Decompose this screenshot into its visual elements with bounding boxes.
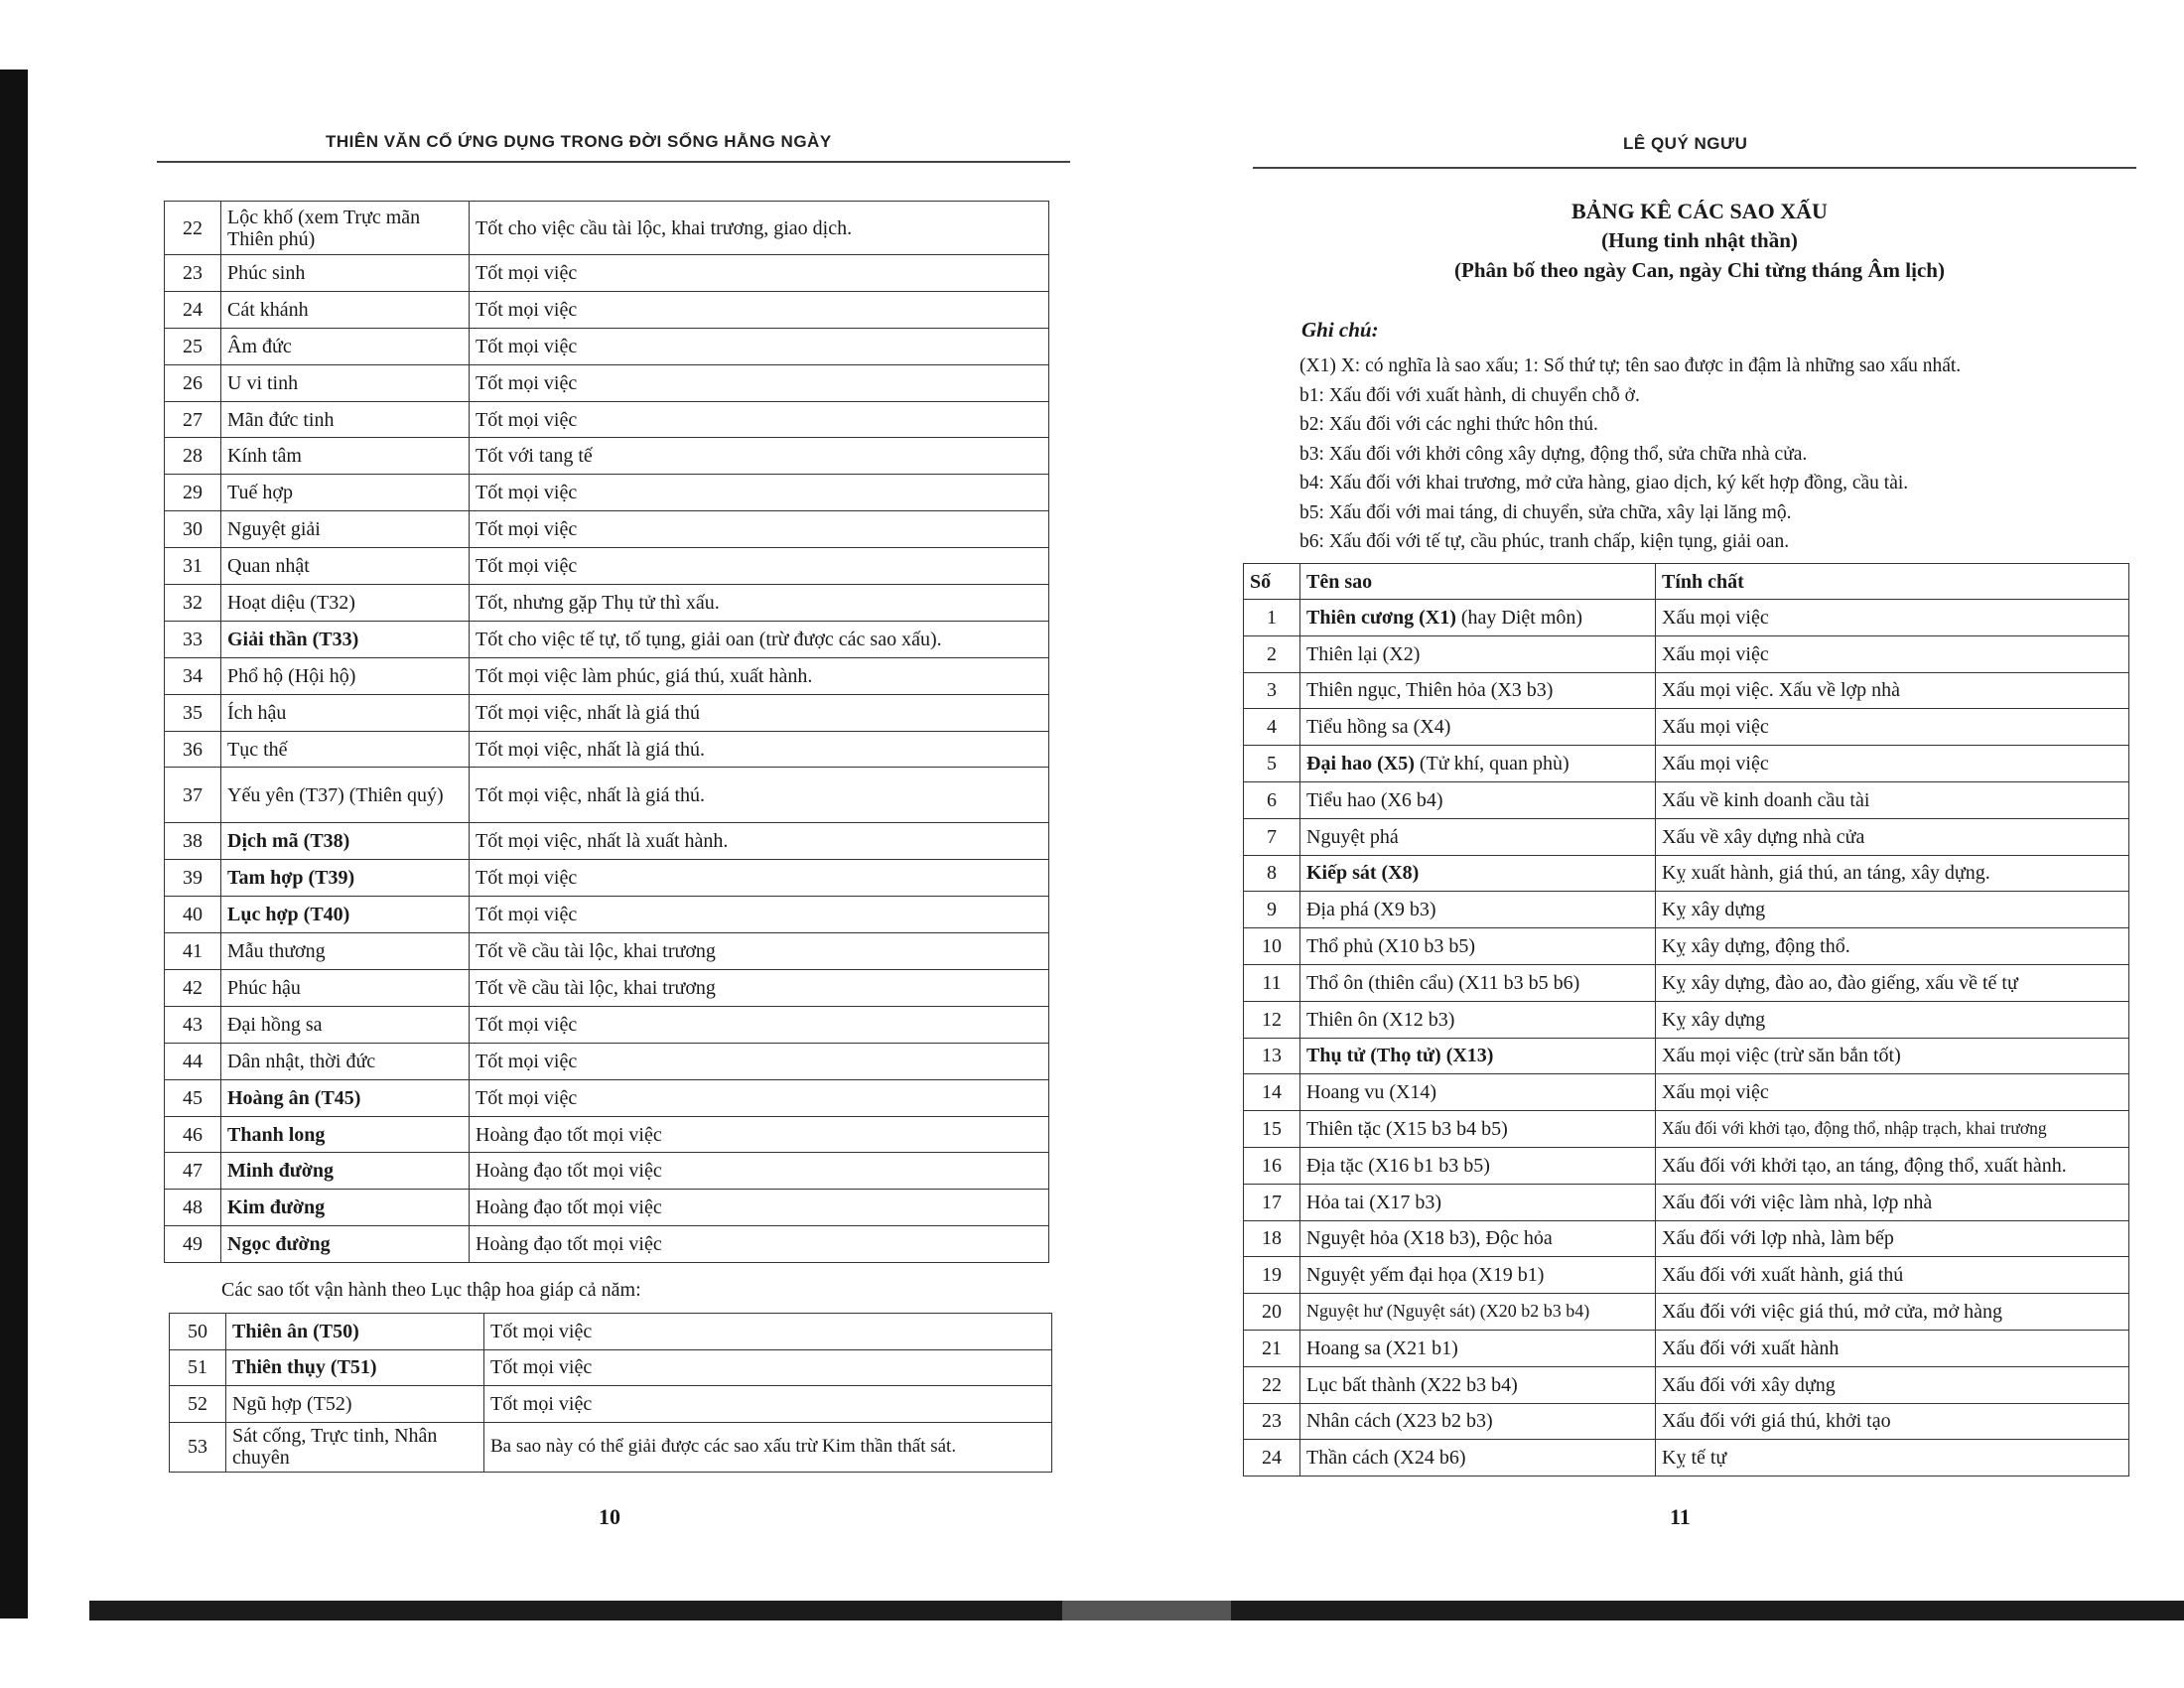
page-number-left: 10	[599, 1504, 620, 1529]
table-row	[165, 364, 1049, 401]
row-number: 45	[165, 1079, 221, 1116]
star-description: Xấu đối với việc làm nhà, lợp nhà	[1656, 1184, 2129, 1220]
star-description: Tốt về cầu tài lộc, khai trương	[470, 933, 1049, 970]
star-name: Mẫu thương	[221, 933, 470, 970]
star-description: Tốt mọi việc	[470, 255, 1049, 292]
row-number: 12	[1244, 1001, 1300, 1038]
table-row	[170, 1314, 1052, 1350]
star-name: Yếu yên (T37) (Thiên quý)	[221, 768, 470, 823]
star-name: Hỏa tai (X17 b3)	[1300, 1184, 1656, 1220]
star-name: Phúc sinh	[221, 255, 470, 292]
table-row	[165, 970, 1049, 1007]
star-description: Tốt mọi việc	[470, 897, 1049, 933]
star-description: Tốt với tang tế	[470, 438, 1049, 475]
star-description: Kỵ tế tự	[1656, 1440, 2129, 1477]
row-number: 15	[1244, 1111, 1300, 1148]
row-number: 16	[1244, 1147, 1300, 1184]
row-number: 5	[1244, 746, 1300, 782]
star-name: Âm đức	[221, 328, 470, 364]
star-description: Xấu đối với xây dựng	[1656, 1366, 2129, 1403]
note-line: b4: Xấu đối với khai trương, mở cửa hàng, giao dịch, ký kết hợp đồng, cầu tài.	[1299, 473, 1909, 493]
row-number: 20	[1244, 1294, 1300, 1331]
table-row	[165, 585, 1049, 622]
star-name: Thiên ân (T50)	[226, 1314, 484, 1350]
row-number: 2	[1244, 635, 1300, 672]
table-row	[1244, 1440, 2129, 1477]
table-row	[1244, 1220, 2129, 1257]
header-no: Số	[1244, 564, 1300, 600]
star-description: Tốt mọi việc	[484, 1386, 1052, 1423]
table-row	[165, 897, 1049, 933]
page-subtitle-2: (Phân bố theo ngày Can, ngày Chi từng tháng Âm lịch)	[1454, 258, 1945, 282]
star-description: Xấu đối với việc giá thú, mở cửa, mở hàng	[1656, 1294, 2129, 1331]
star-name: Thanh long	[221, 1116, 470, 1153]
table-row	[165, 1226, 1049, 1263]
table-row	[1244, 600, 2129, 636]
star-name: Thiên ngục, Thiên hỏa (X3 b3)	[1300, 672, 1656, 709]
star-name: Ích hậu	[221, 694, 470, 731]
row-number: 42	[165, 970, 221, 1007]
star-description: Xấu đối với xuất hành, giá thú	[1656, 1257, 2129, 1294]
star-name	[1300, 746, 1656, 782]
star-name: Phúc hậu	[221, 970, 470, 1007]
star-name: Ngọc đường	[221, 1226, 470, 1263]
row-number: 32	[165, 585, 221, 622]
star-description: Tốt mọi việc	[470, 328, 1049, 364]
row-number: 36	[165, 731, 221, 768]
star-description: Xấu mọi việc (trừ săn bắn tốt)	[1656, 1038, 2129, 1074]
row-number: 51	[170, 1349, 226, 1386]
page-title: BẢNG KÊ CÁC SAO XẤU	[1571, 199, 1828, 223]
running-head-left: THIÊN VĂN CỔ ỨNG DỤNG TRONG ĐỜI SỐNG HẰNG NGÀY	[326, 132, 832, 151]
star-name: Nguyệt yếm đại họa (X19 b1)	[1300, 1257, 1656, 1294]
star-name: Kiếp sát (X8)	[1300, 855, 1656, 892]
table-row	[1244, 1038, 2129, 1074]
star-description: Xấu về xây dựng nhà cửa	[1656, 818, 2129, 855]
table-row	[165, 657, 1049, 694]
star-name: Quan nhật	[221, 548, 470, 585]
star-name-main: Thiên cương (X1)	[1306, 606, 1456, 629]
table-row	[1244, 818, 2129, 855]
table-row	[165, 202, 1049, 255]
note-line: b3: Xấu đối với khởi công xây dựng, động thổ, sửa chữa nhà cửa.	[1299, 443, 1808, 465]
star-description: Xấu đối với khởi tạo, an táng, động thổ, xuất hành.	[1656, 1147, 2129, 1184]
star-description: Hoàng đạo tốt mọi việc	[470, 1226, 1049, 1263]
row-number: 1	[1244, 600, 1300, 636]
star-name: Thiên lại (X2)	[1300, 635, 1656, 672]
star-description: Tốt cho việc cầu tài lộc, khai trương, giao dịch.	[470, 202, 1049, 255]
row-number: 6	[1244, 781, 1300, 818]
row-number: 48	[165, 1190, 221, 1226]
table-row	[1244, 1001, 2129, 1038]
table-row	[165, 1006, 1049, 1043]
row-number: 30	[165, 511, 221, 548]
star-name: Hoang vu (X14)	[1300, 1074, 1656, 1111]
star-name: Thổ phủ (X10 b3 b5)	[1300, 928, 1656, 965]
star-description: Tốt mọi việc	[484, 1314, 1052, 1350]
table-row	[165, 401, 1049, 438]
star-description: Hoàng đạo tốt mọi việc	[470, 1190, 1049, 1226]
star-description: Xấu mọi việc	[1656, 600, 2129, 636]
star-description: Xấu mọi việc. Xấu về lợp nhà	[1656, 672, 2129, 709]
table-row	[1244, 964, 2129, 1001]
star-description: Xấu về kinh doanh cầu tài	[1656, 781, 2129, 818]
row-number: 19	[1244, 1257, 1300, 1294]
table-row	[1244, 1257, 2129, 1294]
table-row	[165, 475, 1049, 511]
star-name: Giải thần (T33)	[221, 621, 470, 657]
table-row	[170, 1386, 1052, 1423]
table-row	[1244, 672, 2129, 709]
row-number: 26	[165, 364, 221, 401]
table-row	[165, 731, 1049, 768]
star-description: Tốt, nhưng gặp Thụ tử thì xấu.	[470, 585, 1049, 622]
star-name: Tiểu hồng sa (X4)	[1300, 709, 1656, 746]
header-name: Tên sao	[1300, 564, 1656, 600]
row-number: 39	[165, 860, 221, 897]
table-row	[165, 768, 1049, 823]
table-row	[1244, 1330, 2129, 1366]
row-number: 8	[1244, 855, 1300, 892]
star-description: Tốt mọi việc, nhất là xuất hành.	[470, 823, 1049, 860]
star-name: Tuế hợp	[221, 475, 470, 511]
good-stars-table	[164, 201, 1049, 1263]
row-number: 28	[165, 438, 221, 475]
table-row	[165, 621, 1049, 657]
star-name: Địa tặc (X16 b1 b3 b5)	[1300, 1147, 1656, 1184]
star-name: Tam hợp (T39)	[221, 860, 470, 897]
star-description: Kỵ xây dựng, đào ao, đào giếng, xấu về tế tự	[1656, 964, 2129, 1001]
table-row	[165, 291, 1049, 328]
star-description: Xấu mọi việc	[1656, 709, 2129, 746]
good-stars-table-2	[169, 1313, 1052, 1473]
row-number: 49	[165, 1226, 221, 1263]
table-row	[165, 1116, 1049, 1153]
star-description: Tốt mọi việc, nhất là giá thú	[470, 694, 1049, 731]
star-description: Tốt mọi việc	[470, 475, 1049, 511]
table-row	[1244, 746, 2129, 782]
table-row	[1244, 1111, 2129, 1148]
star-description: Tốt mọi việc	[470, 364, 1049, 401]
star-description: Hoàng đạo tốt mọi việc	[470, 1116, 1049, 1153]
row-number: 44	[165, 1043, 221, 1079]
row-number: 22	[1244, 1366, 1300, 1403]
star-name: Tiểu hao (X6 b4)	[1300, 781, 1656, 818]
row-number: 29	[165, 475, 221, 511]
table-row	[1244, 1294, 2129, 1331]
row-number: 27	[165, 401, 221, 438]
row-number: 13	[1244, 1038, 1300, 1074]
star-name: Ngũ hợp (T52)	[226, 1386, 484, 1423]
table-row	[1244, 1366, 2129, 1403]
table-row	[165, 933, 1049, 970]
star-description: Tốt mọi việc làm phúc, giá thú, xuất hành.	[470, 657, 1049, 694]
star-description: Tốt mọi việc	[470, 1043, 1049, 1079]
table-row	[1244, 635, 2129, 672]
star-description: Tốt mọi việc	[470, 291, 1049, 328]
star-name: Lục hợp (T40)	[221, 897, 470, 933]
running-head-right: LÊ QUÝ NGƯU	[1623, 134, 1748, 153]
row-number: 18	[1244, 1220, 1300, 1257]
note-line: b1: Xấu đối với xuất hành, di chuyển chỗ ở.	[1299, 384, 1640, 406]
table-row	[170, 1349, 1052, 1386]
star-name-extra: (hay Diệt môn)	[1455, 606, 1583, 629]
table-row	[1244, 781, 2129, 818]
row-number: 24	[1244, 1440, 1300, 1477]
header-desc: Tính chất	[1656, 564, 2129, 600]
page-number-right: 11	[1670, 1504, 1691, 1529]
star-description: Kỵ xây dựng	[1656, 1001, 2129, 1038]
star-name-extra: (Tử khí, quan phù)	[1414, 753, 1570, 775]
table-row	[1244, 1184, 2129, 1220]
row-number: 43	[165, 1006, 221, 1043]
row-number: 4	[1244, 709, 1300, 746]
table-row	[165, 438, 1049, 475]
row-number: 40	[165, 897, 221, 933]
scan-bottom-edge	[89, 1601, 2184, 1620]
star-description: Tốt mọi việc	[470, 401, 1049, 438]
star-name: Thiên thụy (T51)	[226, 1349, 484, 1386]
star-name: Sát cống, Trực tinh, Nhân chuyên	[226, 1422, 484, 1472]
scan-binding-shadow	[0, 70, 28, 1618]
star-name: Cát khánh	[221, 291, 470, 328]
star-description: Kỵ xây dựng, động thổ.	[1656, 928, 2129, 965]
star-name: Nguyệt phá	[1300, 818, 1656, 855]
row-number: 46	[165, 1116, 221, 1153]
star-description: Tốt mọi việc	[470, 511, 1049, 548]
star-name: Tục thế	[221, 731, 470, 768]
row-number: 14	[1244, 1074, 1300, 1111]
star-description: Tốt mọi việc	[470, 1079, 1049, 1116]
star-description: Tốt mọi việc	[484, 1349, 1052, 1386]
star-name: Lộc khố (xem Trực mãn Thiên phú)	[221, 202, 470, 255]
table-row	[165, 1190, 1049, 1226]
table-row	[165, 548, 1049, 585]
row-number: 11	[1244, 964, 1300, 1001]
star-name: Hoàng ân (T45)	[221, 1079, 470, 1116]
star-name: Hoạt diệu (T32)	[221, 585, 470, 622]
star-description: Xấu mọi việc	[1656, 635, 2129, 672]
table-row	[1244, 928, 2129, 965]
right-page	[1163, 0, 2156, 1601]
row-number: 53	[170, 1422, 226, 1472]
row-number: 21	[1244, 1330, 1300, 1366]
table-row	[1244, 709, 2129, 746]
row-number: 47	[165, 1153, 221, 1190]
note-line: b2: Xấu đối với các nghi thức hôn thú.	[1299, 414, 1598, 435]
star-description: Tốt mọi việc	[470, 860, 1049, 897]
star-name: U vi tinh	[221, 364, 470, 401]
row-number: 50	[170, 1314, 226, 1350]
row-number: 25	[165, 328, 221, 364]
row-number: 52	[170, 1386, 226, 1423]
row-number: 41	[165, 933, 221, 970]
row-number: 17	[1244, 1184, 1300, 1220]
star-name: Địa phá (X9 b3)	[1300, 892, 1656, 928]
table-row	[165, 694, 1049, 731]
star-name: Nguyệt giải	[221, 511, 470, 548]
star-name: Thổ ôn (thiên cẩu) (X11 b3 b5 b6)	[1300, 964, 1656, 1001]
table-row	[165, 255, 1049, 292]
row-number: 38	[165, 823, 221, 860]
star-name	[1300, 600, 1656, 636]
row-number: 35	[165, 694, 221, 731]
bad-stars-table	[1243, 563, 2129, 1477]
star-name: Mãn đức tinh	[221, 401, 470, 438]
star-name: Thần cách (X24 b6)	[1300, 1440, 1656, 1477]
notes-block	[1299, 352, 1961, 557]
table-row	[165, 1153, 1049, 1190]
table-row	[165, 511, 1049, 548]
row-number: 37	[165, 768, 221, 823]
note-title: Ghi chú:	[1301, 318, 1379, 342]
star-name: Phổ hộ (Hội hộ)	[221, 657, 470, 694]
star-name: Kim đường	[221, 1190, 470, 1226]
star-name: Đại hồng sa	[221, 1006, 470, 1043]
star-name: Dịch mã (T38)	[221, 823, 470, 860]
star-description: Tốt mọi việc	[470, 548, 1049, 585]
table-row	[1244, 1403, 2129, 1440]
row-number: 3	[1244, 672, 1300, 709]
star-description: Tốt mọi việc, nhất là giá thú.	[470, 768, 1049, 823]
table-row	[1244, 855, 2129, 892]
header-rule	[157, 161, 1070, 163]
row-number: 22	[165, 202, 221, 255]
table-row	[165, 328, 1049, 364]
row-number: 10	[1244, 928, 1300, 965]
row-number: 23	[1244, 1403, 1300, 1440]
star-name: Hoang sa (X21 b1)	[1300, 1330, 1656, 1366]
table-row	[165, 823, 1049, 860]
header-rule	[1253, 167, 2136, 169]
star-description: Xấu đối với khởi tạo, động thổ, nhập trạch, khai trương	[1656, 1111, 2129, 1148]
star-description: Xấu mọi việc	[1656, 1074, 2129, 1111]
star-name: Nguyệt hư (Nguyệt sát) (X20 b2 b3 b4)	[1300, 1294, 1656, 1331]
page-subtitle-1: (Hung tinh nhật thần)	[1601, 228, 1798, 252]
star-description: Tốt mọi việc	[470, 1006, 1049, 1043]
star-description: Tốt mọi việc, nhất là giá thú.	[470, 731, 1049, 768]
note-line: b6: Xấu đối với tế tự, cầu phúc, tranh chấp, kiện tụng, giải oan.	[1299, 531, 1790, 552]
star-description: Hoàng đạo tốt mọi việc	[470, 1153, 1049, 1190]
table-header-row	[1244, 564, 2129, 600]
star-description: Ba sao này có thể giải được các sao xấu trừ Kim thần thất sát.	[484, 1422, 1052, 1472]
table-caption: Các sao tốt vận hành theo Lục thập hoa giáp cả năm:	[221, 1279, 641, 1301]
star-name: Dân nhật, thời đức	[221, 1043, 470, 1079]
row-number: 33	[165, 621, 221, 657]
row-number: 23	[165, 255, 221, 292]
row-number: 31	[165, 548, 221, 585]
star-name: Kính tâm	[221, 438, 470, 475]
star-description: Tốt về cầu tài lộc, khai trương	[470, 970, 1049, 1007]
star-description: Xấu đối với xuất hành	[1656, 1330, 2129, 1366]
table-row	[1244, 1074, 2129, 1111]
star-name: Thiên ôn (X12 b3)	[1300, 1001, 1656, 1038]
star-name: Nguyệt hỏa (X18 b3), Độc hỏa	[1300, 1220, 1656, 1257]
table-row	[165, 1043, 1049, 1079]
row-number: 34	[165, 657, 221, 694]
table-row	[170, 1422, 1052, 1472]
row-number: 9	[1244, 892, 1300, 928]
row-number: 24	[165, 291, 221, 328]
table-row	[1244, 1147, 2129, 1184]
star-name: Thiên tặc (X15 b3 b4 b5)	[1300, 1111, 1656, 1148]
star-description: Xấu đối với lợp nhà, làm bếp	[1656, 1220, 2129, 1257]
table-row	[165, 1079, 1049, 1116]
star-name-main: Đại hao (X5)	[1306, 753, 1415, 775]
star-name: Minh đường	[221, 1153, 470, 1190]
star-name: Thụ tử (Thọ tử) (X13)	[1300, 1038, 1656, 1074]
star-description: Tốt cho việc tế tự, tố tụng, giải oan (trừ được các sao xấu).	[470, 621, 1049, 657]
row-number: 7	[1244, 818, 1300, 855]
table-row	[1244, 892, 2129, 928]
star-name: Nhân cách (X23 b2 b3)	[1300, 1403, 1656, 1440]
note-line: b5: Xấu đối với mai táng, di chuyển, sửa chữa, xây lại lăng mộ.	[1299, 501, 1792, 523]
star-name: Lục bất thành (X22 b3 b4)	[1300, 1366, 1656, 1403]
star-description: Xấu mọi việc	[1656, 746, 2129, 782]
star-description: Kỵ xuất hành, giá thú, an táng, xây dựng.	[1656, 855, 2129, 892]
left-page	[28, 0, 1160, 1601]
star-description: Xấu đối với giá thú, khởi tạo	[1656, 1403, 2129, 1440]
star-description: Kỵ xây dựng	[1656, 892, 2129, 928]
table-row	[165, 860, 1049, 897]
note-line: (X1) X: có nghĩa là sao xấu; 1: Số thứ tự; tên sao được in đậm là những sao xấu nhất.	[1299, 355, 1962, 376]
